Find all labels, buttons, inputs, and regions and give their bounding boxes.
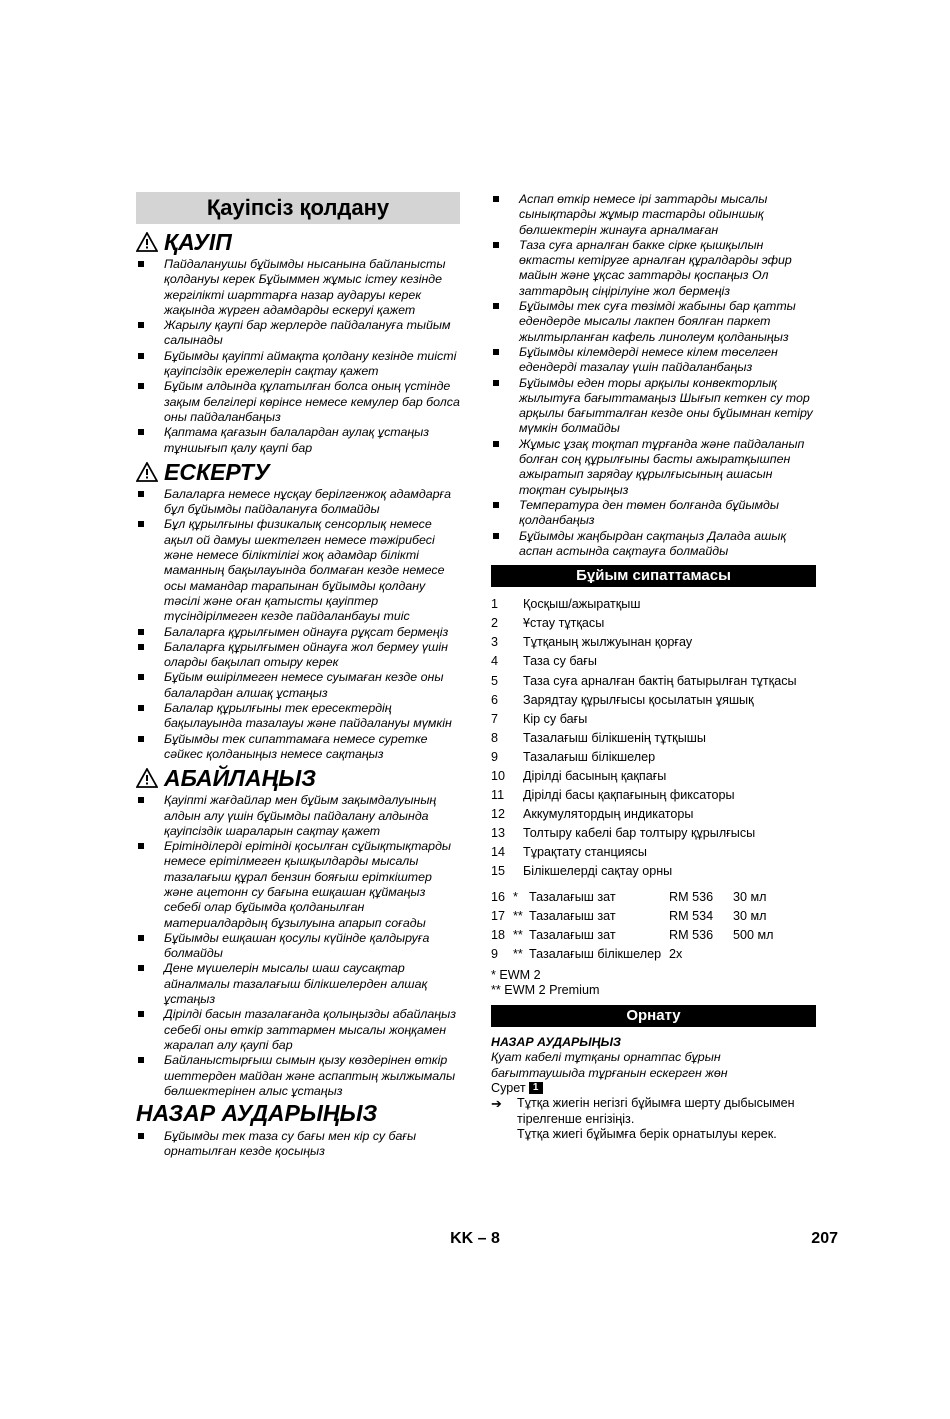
parts-row <box>491 652 816 671</box>
list-item: Бұйымды еден торы арқылы конвекторлық жылытуға бағыттамаңыз Шығып кеткен су тор арқылы бағытталған кезде оны бұйымнан кетіру мүмкін болмайды <box>491 376 816 437</box>
part-label: Дірілді басының қақпағы <box>523 768 667 783</box>
part-label: Тазалағыш білікшенің тұтқышы <box>523 730 706 745</box>
acc-name: Тазалағыш зат <box>529 908 616 923</box>
parts-row <box>491 672 816 691</box>
note-line: ** EWM 2 Premium <box>491 983 600 998</box>
list-item: Бұйымды кілемдерді немесе кілем төселген едендерді тазалау үшін пайдаланбаңыз <box>491 345 816 376</box>
list-item: Балаларға немесе нұсқау берілгенжоқ адамдарға бұл бұйымды пайдалануға болмайды <box>136 487 460 518</box>
part-number: 7 <box>491 711 499 726</box>
warning-triangle-icon <box>136 462 158 482</box>
note-line: * EWM 2 <box>491 967 541 982</box>
list-item: Бұйым өшірілмеген немесе суымаған кезде оны балалардан алшақ ұстаңыз <box>136 670 460 701</box>
part-label: Зарядтау құрылғысы қосылатын ұяшық <box>523 692 754 707</box>
parts-row <box>491 633 816 652</box>
acc-star: * <box>513 889 518 904</box>
acc-amount: 30 мл <box>733 908 767 923</box>
part-number: 13 <box>491 826 506 841</box>
left-column <box>136 192 460 1160</box>
page-number: 207 <box>811 1230 838 1247</box>
parts-row <box>491 824 816 843</box>
part-label: Білікшелерді сақтау орны <box>523 864 673 879</box>
warning-triangle-icon <box>136 768 158 788</box>
accessories-table <box>491 888 774 964</box>
acc-star: ** <box>513 908 523 923</box>
arrow-right-icon: ➔ <box>491 1096 502 1112</box>
list-item: Дене мүшелерін мысалы шаш саусақтар айналмалы тазалағыш білікшелерден алшақ ұстаңыз <box>136 961 460 1007</box>
acc-number: 17 <box>491 908 506 923</box>
list-item: Байланыстырғыш сымын қызу көздерінен өткір шеттерден майдан және аспаптың жылжымалы бөлшектерінен алыс ұстаңыз <box>136 1053 460 1099</box>
list-item: Бұйымды қауіпті аймақта қолдану кезінде тиісті қауіпсіздік ережелерін сақтау қажет <box>136 349 460 380</box>
parts-row <box>491 710 816 729</box>
right-caution-list <box>491 192 816 559</box>
attention-heading: НАЗАР АУДАРЫҢЫЗ <box>136 1100 378 1127</box>
parts-row <box>491 862 816 881</box>
acc-number: 18 <box>491 927 506 942</box>
list-item: Қауіпті жағдайлар мен бұйым зақымдалуының алдын алу үшін бұйымды пайдалану алдында қауіпсіздік шараларын сақтау қажет <box>136 793 460 839</box>
table-row <box>491 907 774 926</box>
figure-label: Сурет <box>491 1080 526 1095</box>
part-number: 6 <box>491 692 499 707</box>
parts-row <box>491 767 816 786</box>
part-number: 11 <box>491 788 505 803</box>
list-item: Балаларға құрылғымен ойнауға рұқсат бермеңіз <box>136 625 460 640</box>
warning-heading-text: ЕСКЕРТУ <box>164 458 270 485</box>
parts-row <box>491 748 816 767</box>
acc-name: Тазалағыш зат <box>529 889 616 904</box>
part-label: Дірілді басы қақпағының фиксаторы <box>523 788 735 803</box>
part-number: 8 <box>491 730 499 745</box>
list-item: Пайдаланушы бұйымды нысанына байланысты қолдануы керек Бұйыммен жұмыс істеу кезінде жергілікті шарттарға назар аударуы керек жақында жүрген адамдарды ескеруі қажет <box>136 257 460 318</box>
right-column <box>491 192 816 1143</box>
part-number: 5 <box>491 673 499 688</box>
description-heading: Бұйым сипаттамасы <box>491 565 816 587</box>
acc-amount: 30 мл <box>733 889 767 904</box>
install-step <box>491 1096 816 1143</box>
acc-amount: 500 мл <box>733 927 774 942</box>
parts-row <box>491 843 816 862</box>
list-item: Балаларға құрылғымен ойнауға жол бермеу үшін оларды бақылап отыру керек <box>136 640 460 671</box>
parts-row <box>491 805 816 824</box>
list-item: Аспап өткір немесе ірі заттарды мысалы сынықтарды жұмыр тастарды ойыншық бөлшектерін жинауға арналмаған <box>491 192 816 238</box>
part-label: Қосқыш/ажыратқыш <box>523 597 641 612</box>
list-item: Дірілді басын тазалағанда қолыңызды абайлаңыз себебі оны өткір заттармен мысалы жоңқамен жаралап алу қаупі бар <box>136 1007 460 1053</box>
list-item: Бұйымды ешқашан қосулы күйінде қалдыруға болмайды <box>136 931 460 962</box>
list-item: Қаптама қағазын балалардан аулақ ұстаңыз тұншығып қалу қаупі бар <box>136 425 460 456</box>
acc-number: 9 <box>491 946 499 961</box>
part-label: Аккумулятордың индикаторы <box>523 807 694 822</box>
acc-number: 16 <box>491 889 506 904</box>
part-label: Таза су бағы <box>523 654 597 669</box>
part-label: Тұтқаның жылжуынан қорғау <box>523 635 693 650</box>
parts-row <box>491 729 816 748</box>
warning-list <box>136 487 460 762</box>
installation-heading: Орнату <box>491 1005 816 1027</box>
part-label: Ұстау тұтқасы <box>523 616 605 631</box>
acc-star: ** <box>513 946 523 961</box>
list-item: Температура ден төмен болғанда бұйымды қолданбаңыз <box>491 498 816 529</box>
figure-number-badge: 1 <box>529 1082 543 1094</box>
list-item: Бұйымды тек суға төзімді жабыны бар қатты едендерде мысалы лакпен боялған паркет жылтырланған кафель линолеум қолданыңыз <box>491 299 816 345</box>
part-label: Толтыру кабелі бар толтыру құрылғысы <box>523 826 756 841</box>
attention-title: НАЗАР АУДАРЫҢЫЗ <box>491 1034 621 1049</box>
warning-triangle-icon <box>136 232 158 252</box>
part-number: 10 <box>491 768 506 783</box>
caution-heading <box>136 764 460 792</box>
acc-name: Тазалағыш зат <box>529 927 616 942</box>
part-number: 3 <box>491 635 499 650</box>
part-label: Таза суға арналған бактің батырылған тұтқасы <box>523 673 797 688</box>
danger-list <box>136 257 460 456</box>
acc-code: RM 536 <box>669 927 714 942</box>
parts-row <box>491 786 816 805</box>
list-item: Бұл құрылғыны физикалық сенсорлық немесе ақыл ой дамуы шектелген немесе тәжірибесі және немесе біліктілігі жоқ адамдар білікті маманның бақылауында болмаған кезде немесе осы мамандар тарапынан бұйымды қолдану тәсілі және оған қатысты қауіптер түсіндірілмеген кезде пайдаланбауы тиіс <box>136 517 460 624</box>
part-number: 4 <box>491 654 499 669</box>
list-item: Жарылу қаупі бар жерлерде пайдалануға тыйым салынады <box>136 318 460 349</box>
list-item: Таза суға арналған бакке сірке қышқылын өктасты кетіруге арналған құралдарды эфир майын және ұқсас заттарды қоспаңыз Ол заттардың сіңірілуіне жол бермеңіз <box>491 238 816 299</box>
figure-reference <box>491 1081 816 1096</box>
part-number: 12 <box>491 807 506 822</box>
part-number: 9 <box>491 749 499 764</box>
parts-row <box>491 614 816 633</box>
model-notes <box>491 968 816 999</box>
table-row <box>491 945 774 964</box>
part-label: Тұрақтату станциясы <box>523 845 647 860</box>
table-row <box>491 888 774 907</box>
acc-star: ** <box>513 927 523 942</box>
danger-heading-text: ҚАУІП <box>164 229 232 255</box>
caution-list <box>136 793 460 1099</box>
parts-row <box>491 595 816 614</box>
part-label: Тазалағыш білікшелер <box>523 749 656 764</box>
acc-amount <box>733 945 774 964</box>
list-item: Балалар құрылғыны тек ересектердің бақылауында тазалауы және пайдалануы мүмкін <box>136 701 460 732</box>
part-number: 15 <box>491 864 506 879</box>
part-number: 1 <box>491 597 499 612</box>
attention-list <box>136 1129 460 1160</box>
acc-code: RM 536 <box>669 889 714 904</box>
list-item: Бұйымды тек сипаттамаға немесе суретке сәйкес қолданыңыз немесе сақтаңыз <box>136 732 460 763</box>
step-text: Тұтқа жиегін негізгі бұйымға шерту дыбысымен тірелгенше енгізіңіз. <box>517 1096 795 1126</box>
attention-text: Қуат кабелі тұтқаны орнатпас бұрын бағыттаушыда тұрғанын ескерген жөн <box>491 1050 728 1080</box>
list-item: Бұйымды жаңбырдан сақтаңыз Далада ашық аспан астында сақтауға болмайды <box>491 529 816 560</box>
parts-list <box>491 595 816 881</box>
table-row <box>491 926 774 945</box>
page-title: Қауіпсіз қолдану <box>136 192 460 224</box>
warning-heading <box>136 458 460 486</box>
step-note: Тұтқа жиегі бұйымға берік орнатылуы керек. <box>517 1127 777 1142</box>
acc-code: RM 534 <box>669 908 714 923</box>
list-item: Бұйым алдында құлатылған болса оның үстінде зақым белгілері көрінсе немесе кемулер бар болса оны пайдаланбаңыз <box>136 379 460 425</box>
parts-row <box>491 691 816 710</box>
acc-code: 2x <box>669 946 683 961</box>
acc-name: Тазалағыш білікшелер <box>529 946 662 961</box>
footer-section-code: KK – 8 <box>450 1230 500 1247</box>
list-item: Жұмыс ұзақ тоқтап тұрғанда және пайдаланып болған соң құрылғыны басты ажыратқышпен ажыратып зарядау құрылғысының ашасын тоқтан суырыңыз <box>491 437 816 498</box>
list-item: Бұйымды тек таза су бағы мен кір су бағы орнатылған кезде қосыңыз <box>136 1129 460 1160</box>
caution-heading-text: АБАЙЛАҢЫЗ <box>164 765 316 792</box>
list-item: Ерітінділерді ерітінді қосылған сұйықтықтарды немесе ерітілмеген қышқылдарды мысалы тазалағыш құрал бензин бояғыш еріткіштер және ацетонн су бағына ешқашан құймаңыз себебі олар бұйымда қолданылған материалдардың бұзылуына апарып соғады <box>136 839 460 931</box>
danger-heading <box>136 228 460 256</box>
part-label: Кір су бағы <box>523 711 588 726</box>
part-number: 2 <box>491 616 499 631</box>
part-number: 14 <box>491 845 506 860</box>
